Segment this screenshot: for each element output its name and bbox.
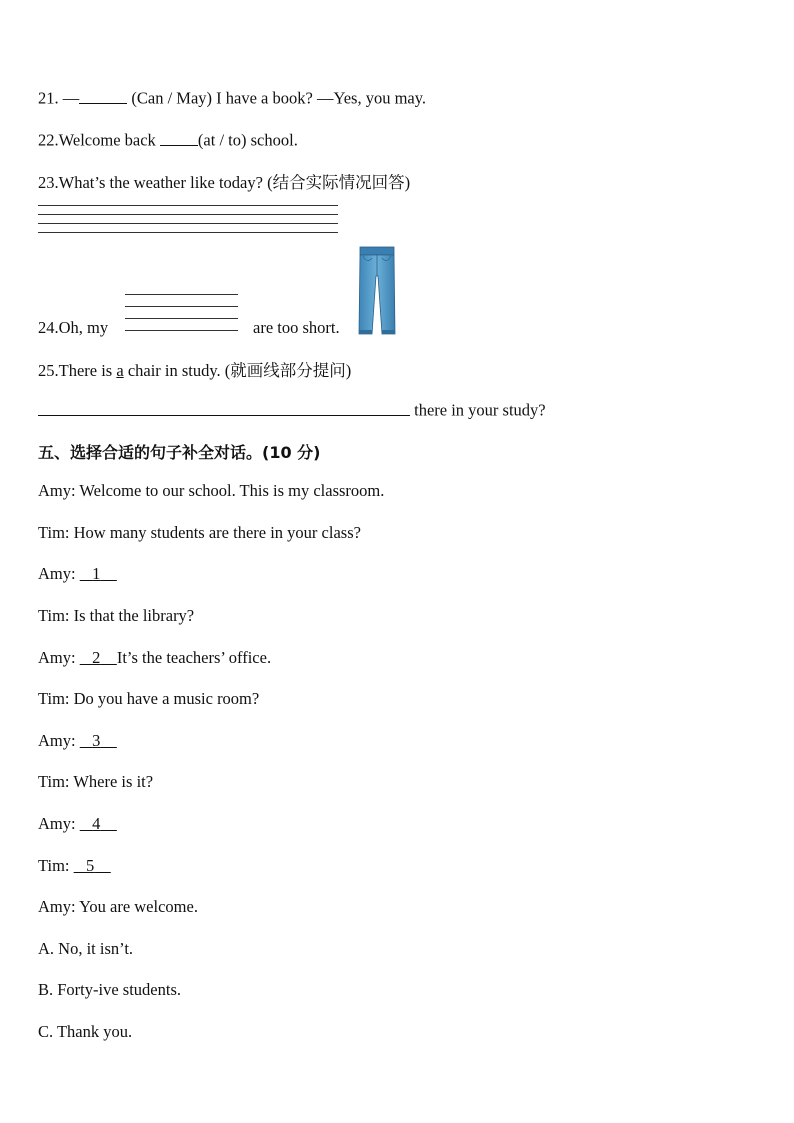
section-5-heading [38, 440, 320, 463]
dialogue-speaker: Amy: [38, 564, 76, 583]
dialogue-text: Welcome to our school. This is my classroom. [79, 481, 385, 500]
blank-number: 1 [92, 564, 101, 583]
blank-1[interactable] [80, 564, 117, 584]
dialogue-text: It’s the teachers’ office. [116, 648, 272, 667]
q23-text: 23.What’s the weather like today? (结合实际情况回答) [38, 173, 411, 192]
dialogue-speaker: Amy: [38, 814, 76, 833]
blank-3[interactable] [80, 731, 117, 751]
question-24 [38, 318, 108, 338]
dialogue-line [38, 523, 361, 543]
dialogue-line [38, 648, 271, 668]
dialogue-speaker: Tim: [38, 856, 70, 875]
q21-dash-2: — [316, 88, 334, 108]
dialogue-text: Where is it? [73, 772, 154, 791]
q24-suffix: are too short. [253, 318, 340, 337]
blank-number: 3 [92, 731, 101, 750]
question-22 [38, 128, 298, 151]
q22-blank[interactable] [160, 128, 198, 146]
section-5-heading-text: 五、选择合适的句子补全对话。(10 分) [38, 443, 321, 462]
dialogue-speaker: Tim: [38, 606, 70, 625]
answer-line [38, 205, 338, 206]
q22-prefix: 22.Welcome back [38, 130, 156, 150]
q25-prefix: 25.There is [38, 361, 117, 380]
blank-number: 4 [92, 814, 101, 833]
blank-4[interactable] [80, 814, 117, 834]
dialogue-speaker: Tim: [38, 689, 70, 708]
dialogue-line [38, 481, 384, 501]
dialogue-line [38, 897, 198, 917]
q24-prefix: 24.Oh, my [38, 318, 109, 337]
writing-line [125, 318, 238, 319]
q24-suffix-line [253, 318, 340, 338]
dialogue-line [38, 689, 259, 709]
q25-underlined-word: a [116, 361, 124, 380]
dialogue-speaker: Amy: [38, 648, 76, 667]
dialogue-text: How many students are there in your class? [73, 523, 361, 542]
dialogue-line [38, 856, 111, 876]
writing-line [125, 306, 238, 307]
option-b [38, 980, 181, 1000]
dialogue-line [38, 772, 153, 792]
q25-blank[interactable] [38, 398, 410, 416]
option-c [38, 1022, 132, 1042]
question-23 [38, 169, 410, 193]
dialogue-text: Is that the library? [73, 606, 195, 625]
blank-number: 5 [86, 856, 95, 875]
q21-number: 21. [38, 88, 59, 108]
q25-suffix: chair in study. (就画线部分提问) [123, 361, 352, 380]
blank-2[interactable] [80, 648, 117, 668]
option-text: B. Forty-ive students. [38, 980, 181, 999]
q21-dash: — [62, 88, 80, 108]
q25-answer-suffix: there in your study? [410, 400, 546, 420]
option-text: A. No, it isn’t. [38, 939, 134, 958]
dialogue-text: You are welcome. [79, 897, 198, 916]
q21-answer: Yes, you may. [333, 88, 427, 108]
dialogue-line [38, 814, 117, 834]
answer-line [38, 214, 338, 215]
dialogue-speaker: Tim: [38, 523, 70, 542]
dialogue-line [38, 731, 117, 751]
writing-line [125, 330, 238, 331]
writing-line [125, 294, 238, 295]
q21-question: (Can / May) I have a book? [131, 88, 313, 108]
q24-writing-lines[interactable] [125, 294, 238, 342]
dialogue-speaker: Amy: [38, 731, 76, 750]
dialogue-speaker: Amy: [38, 481, 76, 500]
question-21 [38, 86, 426, 109]
question-25 [38, 357, 351, 381]
dialogue-text: Do you have a music room? [73, 689, 260, 708]
q23-answer-lines[interactable] [38, 205, 338, 241]
dialogue-speaker: Amy: [38, 897, 76, 916]
dialogue-line [38, 564, 117, 584]
option-text: C. Thank you. [38, 1022, 133, 1041]
answer-line [38, 223, 338, 224]
blank-5[interactable] [74, 856, 111, 876]
q25-answer-line [38, 398, 546, 421]
blank-number: 2 [92, 648, 101, 667]
dialogue-speaker: Tim: [38, 772, 70, 791]
q22-suffix: (at / to) school. [197, 130, 298, 150]
q21-blank[interactable] [79, 86, 127, 104]
jeans-icon [357, 246, 397, 336]
option-a [38, 939, 133, 959]
answer-line [38, 232, 338, 233]
dialogue-line [38, 606, 194, 626]
